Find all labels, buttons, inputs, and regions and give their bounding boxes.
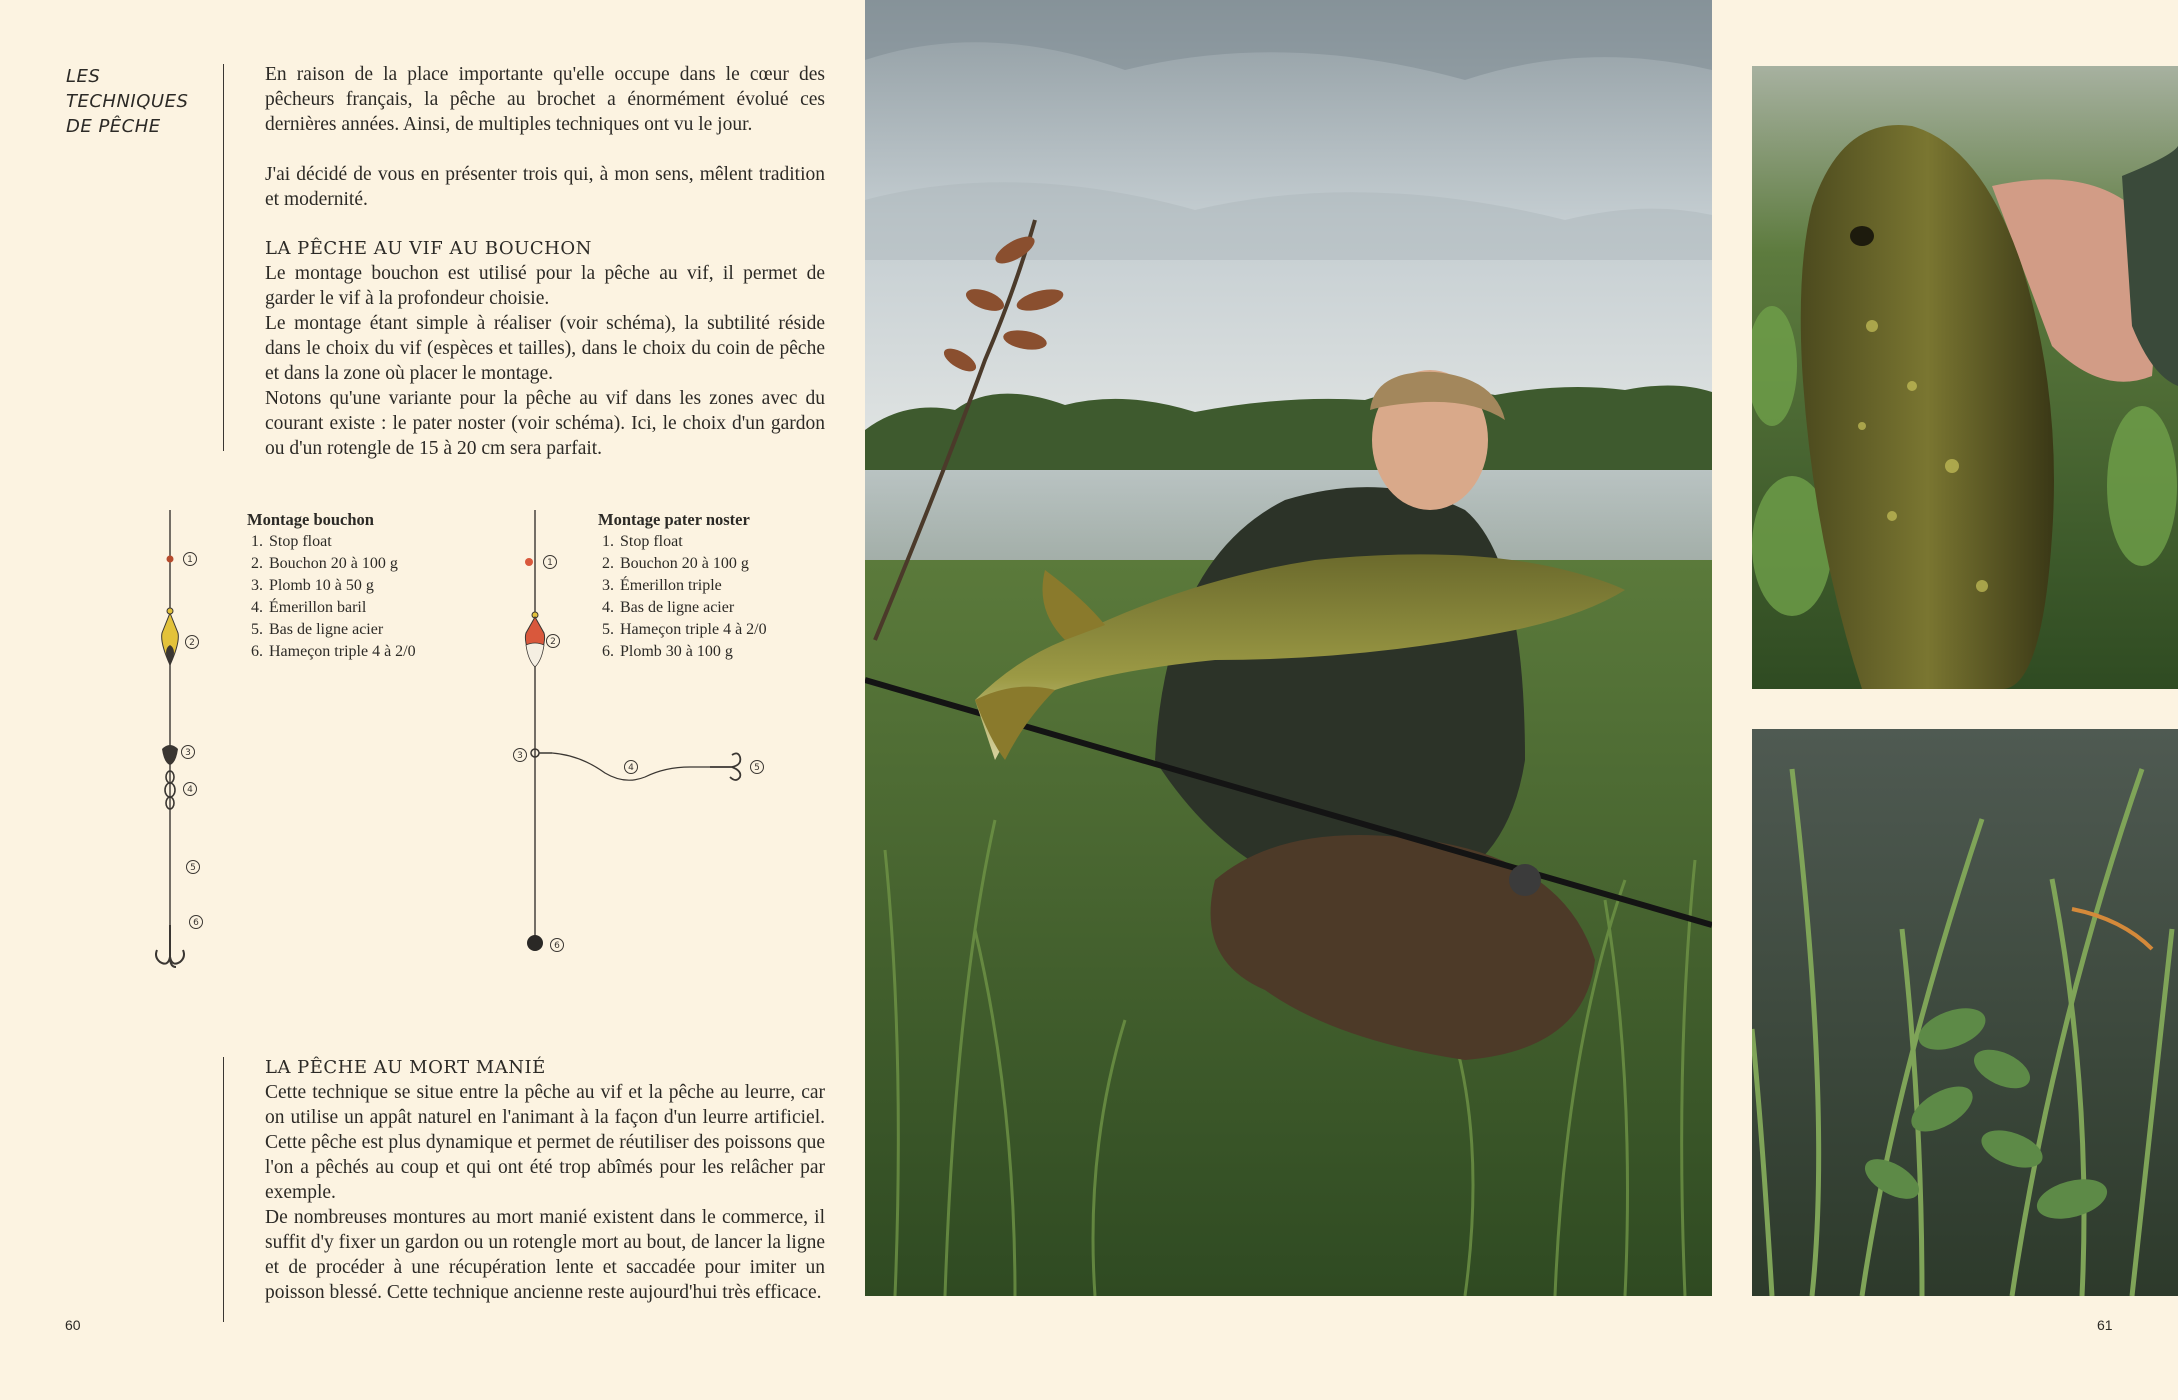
diagram-montage-bouchon <box>140 505 215 975</box>
intro-paragraph: J'ai décidé de vous en présenter trois qui, à mon sens, mêlent tradition et modernité. <box>265 164 825 210</box>
callout-2: 2 <box>189 638 195 648</box>
treble-hook <box>156 925 184 967</box>
photo-angler-with-pike <box>865 0 1712 1296</box>
legend-item: 1. Stop float <box>267 531 447 553</box>
section-paragraph: Le montage étant simple à réaliser (voir schéma), la subtilité réside dans le choix du vif (espèces et tailles), dans le choix du coin de pêche et dans la zone où placer le montage. <box>265 313 825 384</box>
callout-1: 1 <box>547 558 553 568</box>
legend-item: 2. Bouchon 20 à 100 g <box>618 553 808 575</box>
legend-item: 5. Hameçon triple 4 à 2/0 <box>618 619 808 641</box>
callout-5: 5 <box>754 763 760 773</box>
callout-1: 1 <box>187 555 193 565</box>
section-paragraph: De nombreuses montures au mort manié existent dans le commerce, il suffit d'y fixer un gardon ou un rotengle mort au bout, de lancer la ligne et de procéder à une récupération lente et saccadée pour imiter un poisson blessé. Cette technique ancienne reste aujourd'hui très efficace. <box>265 1207 825 1303</box>
section-vif-bouchon <box>265 236 825 461</box>
callout-3: 3 <box>185 748 191 758</box>
callout-4: 4 <box>187 785 193 795</box>
triple-swivel <box>531 749 552 757</box>
section-heading: LA PÊCHE AU VIF AU BOUCHON <box>265 238 592 259</box>
legend-montage-pater-noster <box>598 509 808 663</box>
photo-aquatic-plants <box>1752 729 2178 1296</box>
section-body <box>265 261 825 461</box>
legend-item: 4. Émerillon baril <box>267 597 447 619</box>
section-body <box>265 1080 825 1305</box>
float-yellow <box>162 608 179 665</box>
legend-item: 4. Bas de ligne acier <box>618 597 808 619</box>
section-heading: LA PÊCHE AU MORT MANIÉ <box>265 1057 546 1078</box>
treble-hook-side <box>710 753 740 780</box>
legend-list <box>598 531 808 663</box>
legend-item: 2. Bouchon 20 à 100 g <box>267 553 447 575</box>
vertical-rule-top <box>223 64 224 451</box>
intro-paragraph: En raison de la place importante qu'elle occupe dans le cœur des pêcheurs français, la pêche au brochet a énormément évolué ces dernières années. Ainsi, de multiples techniques ont vu le jour. <box>265 64 825 135</box>
stop-float-marker <box>167 556 174 563</box>
legend-title: Montage pater noster <box>598 510 750 529</box>
page-number-right: 61 <box>2097 1317 2113 1333</box>
section-paragraph: Notons qu'une variante pour la pêche au vif dans les zones avec du courant existe : le pater noster (voir schéma). Ici, le choix d'un gardon ou d'un rotengle de 15 à 20 cm sera parfait. <box>265 388 825 459</box>
legend-list <box>247 531 447 663</box>
sinker-weight <box>527 935 543 951</box>
reel <box>1509 864 1541 896</box>
legend-montage-bouchon <box>247 509 447 663</box>
section-label: LES TECHNIQUES DE PÊCHE <box>66 66 189 137</box>
callout-3: 3 <box>517 751 523 761</box>
legend-item: 6. Hameçon triple 4 à 2/0 <box>267 641 419 663</box>
stop-float-marker <box>525 558 533 566</box>
photo-pike-head-closeup <box>1752 66 2178 689</box>
legend-title: Montage bouchon <box>247 510 374 529</box>
intro-text <box>265 62 825 212</box>
float-red <box>525 612 544 667</box>
sinker-weight <box>162 745 178 765</box>
vertical-rule-bottom <box>223 1057 224 1322</box>
callout-4: 4 <box>628 763 634 773</box>
callout-2: 2 <box>550 637 556 647</box>
callout-6: 6 <box>554 941 560 951</box>
legend-item: 3. Plomb 10 à 50 g <box>267 575 447 597</box>
callout-6: 6 <box>193 918 199 928</box>
callout-5: 5 <box>190 863 196 873</box>
legend-item: 6. Plomb 30 à 100 g <box>618 641 808 663</box>
section-mort-manie <box>265 1055 825 1305</box>
section-paragraph: Le montage bouchon est utilisé pour la pêche au vif, il permet de garder le vif à la profondeur choisie. <box>265 263 825 309</box>
section-paragraph: Cette technique se situe entre la pêche au vif et la pêche au leurre, car on utilise un appât naturel en l'animant à la façon d'un leurre artificiel. Cette pêche est plus dynamique et permet de réutiliser des poissons que l'on a pêchés au coup et qui ont été trop abîmés pour les relâcher par exemple. <box>265 1082 825 1203</box>
legend-item: 1. Stop float <box>618 531 808 553</box>
legend-item: 3. Émerillon triple <box>618 575 808 597</box>
legend-item: 5. Bas de ligne acier <box>267 619 447 641</box>
pike-eye <box>1850 226 1874 246</box>
page-number-left: 60 <box>65 1317 81 1333</box>
